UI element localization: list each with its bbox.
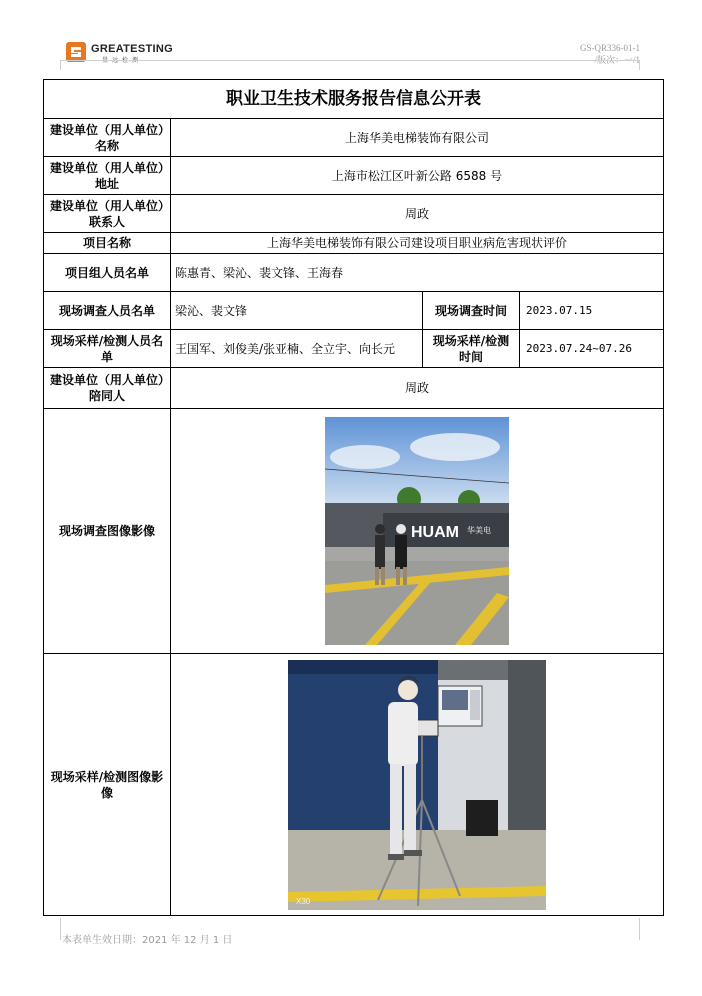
huam-sign: HUAM [411,524,459,541]
sampling-photo-label: 现场采样/检测图像影像 [44,654,171,916]
header-tick-left [60,60,61,70]
survey-time-value: 2023.07.15 [520,292,664,330]
effective-date-note: 本表单生效日期：2021 年 12 月 1 日 [62,935,233,946]
table-title: 职业卫生技术服务报告信息公开表 [44,80,664,119]
survey-staff-value: 梁沁、裴文锋 [171,292,423,330]
sampling-site-photo [288,660,546,910]
unit-address-label: 建设单位（用人单位）地址 [44,157,171,195]
camera-watermark: X30 [296,896,311,906]
huam-sign-cn: 华美电 [467,526,491,535]
footer-tick-left [60,918,61,940]
survey-photo-cell [171,409,664,654]
survey-time-label: 现场调查时间 [423,292,520,330]
brand-name: GREATESTING [91,43,173,55]
sampling-time-label: 现场采样/检测时间 [423,330,520,368]
header-rule [60,60,640,61]
info-disclosure-table [43,79,664,916]
sampling-staff-value: 王国军、刘俊美/张亚楠、全立宇、向长元 [171,330,423,368]
project-name-label: 项目名称 [44,233,171,254]
company-logo [66,42,196,66]
project-team-label: 项目组人员名单 [44,254,171,292]
doc-code-block [580,42,640,66]
header-tick-right [639,60,640,70]
unit-contact-label: 建设单位（用人单位）联系人 [44,195,171,233]
doc-edition: /版次：一/1 [594,55,640,65]
survey-staff-label: 现场调查人员名单 [44,292,171,330]
sampling-time-value: 2023.07.24~07.26 [520,330,664,368]
project-name-value: 上海华美电梯装饰有限公司建设项目职业病危害现状评价 [171,233,664,254]
logo-mark-icon [66,42,86,62]
escort-label: 建设单位（用人单位）陪同人 [44,368,171,409]
footer-tick-right [639,918,640,940]
survey-photo-label: 现场调查图像影像 [44,409,171,654]
doc-code: GS-QR336-01-1 [580,43,640,53]
unit-address-value: 上海市松江区叶新公路 6588 号 [171,157,664,195]
brand-subtitle: 量远检测 [102,57,143,64]
project-team-value: 陈惠青、梁沁、裴文锋、王海春 [171,254,664,292]
unit-name-label: 建设单位（用人单位）名称 [44,119,171,157]
unit-contact-value: 周政 [171,195,664,233]
sampling-staff-label: 现场采样/检测人员名单 [44,330,171,368]
sampling-photo-cell [171,654,664,916]
escort-value: 周政 [171,368,664,409]
unit-name-value: 上海华美电梯装饰有限公司 [171,119,664,157]
survey-site-photo [325,417,509,645]
